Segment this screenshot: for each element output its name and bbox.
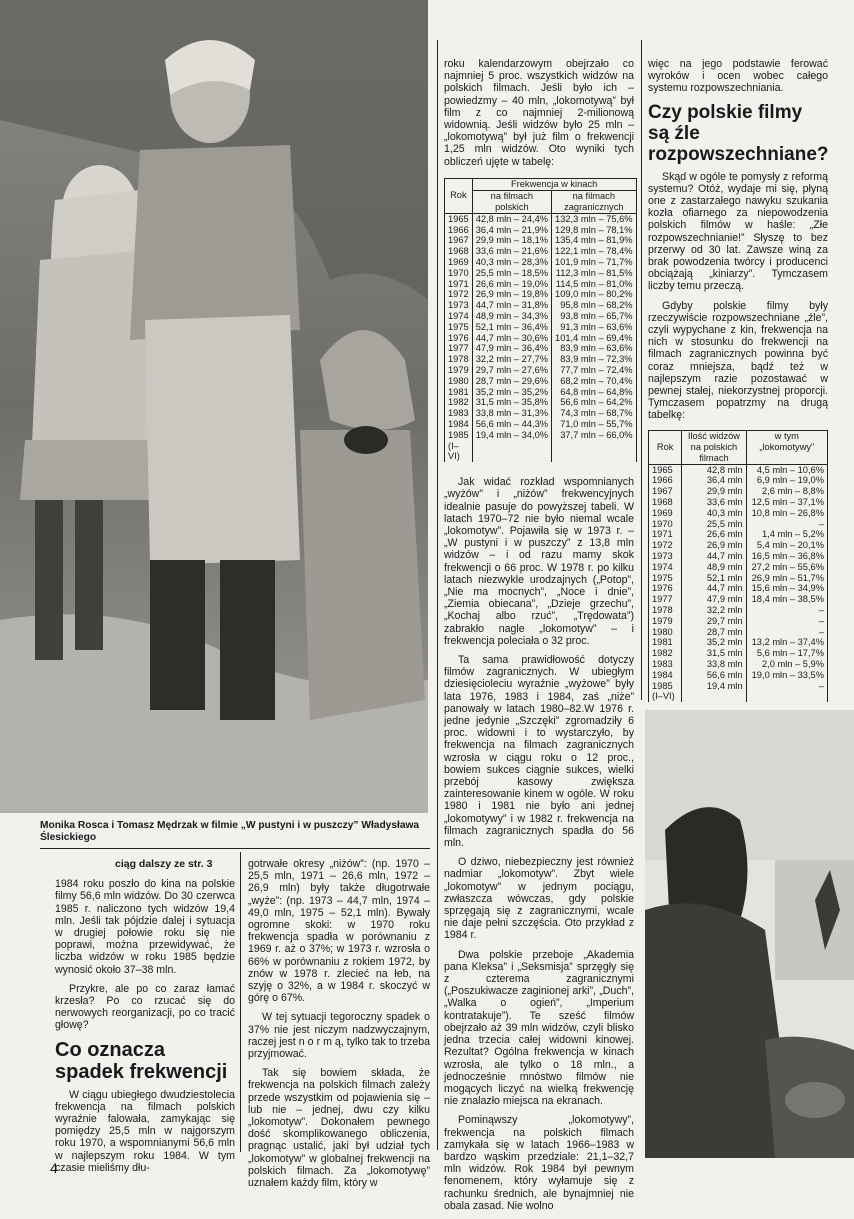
- column-3: [444, 58, 634, 1219]
- table-cell: 1971: [445, 279, 473, 290]
- table-cell: 26,6 mln – 19,0%: [472, 279, 551, 290]
- table-cell: 1971: [649, 529, 682, 540]
- col3-intro: roku kalendarzowym obejrzało co najmniej 5 proc. wszystkich widzów na polskich filmach. Jeśli było ich – powiedzmy – 40 mln, „lokomotywą” był film z co najmniej 2-milionową widownią. Jeśli widzów było 25 mln – „lokomotywą” był już film o frekwencji 1,25 mln widzów. Oto wyniki tych obliczeń ujęte w tabelę:: [444, 58, 634, 168]
- table-cell: 1984: [649, 670, 682, 681]
- table-cell: 1970: [445, 268, 473, 279]
- table-cell: 19,4 mln – 34,0%: [472, 430, 551, 462]
- col3-paragraph-5: Pominąwszy „lokomotywy”, frekwencja na polskich filmach zamykała się w latach 1966–1983 w bardzo wąskim przedziale: 21,1–32,7 mln widzów. Rok 1984 był pewnym fenomenem, który wyłamuje się z rachunku średnich, ale bynajmniej nie obala zasad. Nie wolno: [444, 1114, 634, 1212]
- table-cell: 31,5 mln: [682, 648, 746, 659]
- table-cell: 1968: [445, 246, 473, 257]
- table-cell: 122,1 mln – 78,4%: [552, 246, 637, 257]
- table-cell: 1979: [649, 616, 682, 627]
- table-header-locomotives: w tym „lokomotywy”: [746, 430, 827, 464]
- table-cell: 1965: [649, 464, 682, 475]
- table-cell: 1978: [445, 354, 473, 365]
- table-row: [649, 648, 828, 659]
- table-cell: 71,0 mln – 55,7%: [552, 419, 637, 430]
- table-cell: –: [746, 627, 827, 638]
- table-header-group: Frekwencja w kinach: [472, 178, 636, 190]
- table-cell: 33,6 mln: [682, 497, 746, 508]
- table-row: [445, 408, 637, 419]
- table-cell: 1977: [649, 594, 682, 605]
- table-cell: 64,8 mln – 64,8%: [552, 387, 637, 398]
- table-cell: 26,9 mln: [682, 540, 746, 551]
- table-cell: 33,8 mln: [682, 659, 746, 670]
- table-row: [445, 213, 637, 224]
- table-cell: 28,7 mln: [682, 627, 746, 638]
- column-1: [55, 858, 235, 1181]
- table-row: [649, 475, 828, 486]
- column-divider: [437, 40, 438, 1150]
- col3-paragraph-1: Jak widać rozkład wspomnianych „wyżów” i „niżów” frekwencyjnych idealnie pasuje do powyższej tabeli. W latach 1970–72 nie było niemal wcale „lokomotyw”. Pojawiła się w 1973 r. – „W pustyni i w puszczy” z 13,8 mln widzów – i od razu mamy skok frekwencji o 66 proc. W 1978 r. po kilku latach niezwykle urodzajnych („Potop”, „Nie ma mocnych”, „Noce i dnie”, „Ziemia obiecana”, „Dzieje grzechu”, „Kochaj albo rzuć”, „Trędowata”) zabrakło nagle „lokomotyw” – i frekwencja poleciała o 32 proc.: [444, 476, 634, 647]
- attendance-table: [444, 178, 637, 462]
- table-row: [445, 354, 637, 365]
- table-cell: 25,5 mln: [682, 519, 746, 530]
- table-row: [445, 257, 637, 268]
- table-row: [649, 508, 828, 519]
- table-cell: –: [746, 519, 827, 530]
- director-photo: [645, 710, 854, 1158]
- table-row: [649, 627, 828, 638]
- table-cell: 4,5 mln – 10,6%: [746, 464, 827, 475]
- table-cell: 13,2 mln – 37,4%: [746, 637, 827, 648]
- table-cell: 1980: [649, 627, 682, 638]
- table-cell: 29,7 mln – 27,6%: [472, 365, 551, 376]
- column-divider: [240, 852, 241, 1152]
- table-cell: 91,3 mln – 63,6%: [552, 322, 637, 333]
- table-cell: 19,4 mln: [682, 681, 746, 703]
- table-cell: 36,4 mln – 21,9%: [472, 225, 551, 236]
- table-cell: 26,6 mln: [682, 529, 746, 540]
- col4-paragraph-2: Gdyby polskie filmy były rzeczywiście rozpowszechniane „źle”, czyli wypychane z kin, frekwencja na nich w stosunku do frekwencji na filmach zagranicznych powinna być coraz mniejsza, bądź też w najlepszym razie pozostawać w pewnej stałej, niekorzystnej proporcji. Tymczasem popatrzmy na drugą tabelkę:: [648, 299, 828, 422]
- col3-paragraph-4: Dwa polskie przeboje „Akademia pana Kleksa” i „Seksmisja” sprzęgły się z czterema zagranicznymi („Poszukiwacze zaginionej arki”, „Duch”, „Walka o ogień”, „Imperium kontratakuje”). Te sześć filmów obejrzało aż 39 mln widzów, czyli blisko jedna trzecia całej widowni kinowej. Rezultat? Ogólna frekwencja w kinach wzrosła, ale tylko o 18 mln., a jednocześnie mnóstwo filmów nie mogących liczyć na wielką frekwencję nie znalazło miejsca na ekranach.: [444, 948, 634, 1108]
- table-row: [649, 497, 828, 508]
- table-cell: 1972: [445, 289, 473, 300]
- table-cell: 1973: [445, 300, 473, 311]
- table-row: [445, 387, 637, 398]
- table-cell: 2,6 mln – 8,8%: [746, 486, 827, 497]
- table-cell: 26,9 mln – 19,8%: [472, 289, 551, 300]
- table-cell: 16,5 mln – 36,8%: [746, 551, 827, 562]
- table-cell: 83,9 mln – 63,6%: [552, 343, 637, 354]
- col3-paragraph-3: O dziwo, niebezpieczny jest również nadmiar „lokomotyw”. Zbyt wiele „lokomotyw” w jednym pociągu, zwłaszcza wówczas, gdy polskie sprzęgają się z zagranicznymi, wcale nie daje pełni szczęścia. Oto przykład z 1984 r.: [444, 856, 634, 942]
- column-4: [648, 58, 828, 702]
- table-row: [649, 529, 828, 540]
- table-cell: 33,6 mln – 21,6%: [472, 246, 551, 257]
- table-cell: 1985 (I–VI): [445, 430, 473, 462]
- table-cell: –: [746, 681, 827, 703]
- col1-paragraph-1: 1984 roku poszło do kina na polskie filmy 56,6 mln widzów. Do 30 czerwca 1985 r. naliczono tych widzów 19,4 mln. Jeśli tak pójdzie dalej i sytuacja w drugiej połowie roku się nie poprawi, można przewidywać, że liczba widzów w roku 1985 będzie wynosić około 37–38 mln.: [55, 878, 235, 976]
- table-cell: 1969: [445, 257, 473, 268]
- table-cell: 1976: [649, 583, 682, 594]
- table-cell: 129,8 mln – 78,1%: [552, 225, 637, 236]
- locomotive-table: [648, 430, 828, 703]
- table-cell: 1979: [445, 365, 473, 376]
- table-cell: 44,7 mln – 31,8%: [472, 300, 551, 311]
- table-row: [649, 573, 828, 584]
- table-cell: 6,9 mln – 19,0%: [746, 475, 827, 486]
- film-still-photo: [0, 0, 428, 813]
- table-cell: 29,7 mln: [682, 616, 746, 627]
- table-cell: 1975: [445, 322, 473, 333]
- table-row: [649, 659, 828, 670]
- table-cell: 1967: [445, 235, 473, 246]
- table-cell: 1970: [649, 519, 682, 530]
- table-header-year: Rok: [649, 430, 682, 464]
- table-cell: –: [746, 605, 827, 616]
- table-cell: 1966: [649, 475, 682, 486]
- table-cell: 5,4 mln – 20,1%: [746, 540, 827, 551]
- table-cell: 32,2 mln: [682, 605, 746, 616]
- table-cell: 74,3 mln – 68,7%: [552, 408, 637, 419]
- table-header-polish: na filmach polskich: [472, 190, 551, 213]
- table-cell: 95,8 mln – 68,2%: [552, 300, 637, 311]
- table-row: [649, 681, 828, 703]
- table-cell: 52,1 mln: [682, 573, 746, 584]
- table-cell: 28,7 mln – 29,6%: [472, 376, 551, 387]
- table-row: [649, 464, 828, 475]
- table-row: [649, 616, 828, 627]
- table-row: [445, 289, 637, 300]
- table-cell: 10,8 mln – 26,8%: [746, 508, 827, 519]
- table-header-foreign: na filmach zagranicznych: [552, 190, 637, 213]
- table-cell: 1983: [445, 408, 473, 419]
- table-cell: 26,9 mln – 51,7%: [746, 573, 827, 584]
- table-cell: 48,9 mln: [682, 562, 746, 573]
- table-cell: 1969: [649, 508, 682, 519]
- table-cell: 1980: [445, 376, 473, 387]
- table-row: [445, 300, 637, 311]
- photo-caption: Monika Rosca i Tomasz Mędrzak w filmie „W pustyni i w puszczy” Władysława Ślesickiego: [40, 820, 420, 843]
- table-cell: 29,9 mln – 18,1%: [472, 235, 551, 246]
- table-row: [445, 343, 637, 354]
- table-row: [445, 322, 637, 333]
- table-cell: 47,9 mln: [682, 594, 746, 605]
- table-cell: 15,6 mln – 34,9%: [746, 583, 827, 594]
- table-cell: 37,7 mln – 66,0%: [552, 430, 637, 462]
- table-cell: 31,5 mln – 35,8%: [472, 397, 551, 408]
- page-number: 4: [50, 1160, 58, 1176]
- table-cell: 48,9 mln – 34,3%: [472, 311, 551, 322]
- table-cell: 56,6 mln: [682, 670, 746, 681]
- table-cell: 101,9 mln – 71,7%: [552, 257, 637, 268]
- table-row: [649, 540, 828, 551]
- table-cell: 2,0 mln – 5,9%: [746, 659, 827, 670]
- table-row: [649, 594, 828, 605]
- column-2: [248, 858, 430, 1196]
- table-cell: 1985 (I–VI): [649, 681, 682, 703]
- table-cell: 112,3 mln – 81,5%: [552, 268, 637, 279]
- table-cell: 1977: [445, 343, 473, 354]
- table-cell: 32,2 mln – 27,7%: [472, 354, 551, 365]
- table-cell: 5,6 mln – 17,7%: [746, 648, 827, 659]
- table-cell: 1972: [649, 540, 682, 551]
- table-cell: 77,7 mln – 72,4%: [552, 365, 637, 376]
- col4-intro: więc na jego podstawie ferować wyroków i ocen wobec całego systemu rozpowszechniania.: [648, 58, 828, 95]
- continued-note: ciąg dalszy ze str. 3: [115, 858, 213, 870]
- table-cell: 1966: [445, 225, 473, 236]
- table-cell: 47,9 mln – 36,4%: [472, 343, 551, 354]
- table-cell: 1973: [649, 551, 682, 562]
- table-cell: 19,0 mln – 33,5%: [746, 670, 827, 681]
- table-cell: 114,5 mln – 81,0%: [552, 279, 637, 290]
- col2-paragraph-1: gotrwałe okresy „niżów”: (np. 1970 – 25,5 mln, 1971 – 26,6 mln, 1972 – 26,9 mln) były także długotrwałe „wyże”: (np. 1973 – 44,7 mln, 1974 – 49,0 mln, 1975 – 52,1 mln). Bywały ogromne skoki: w 1970 roku frekwencja spadła w porównaniu z 1969 r. aż o 37%; w 1973 r. wzrosła o 66% w porównaniu z rokiem 1972, by znów w 1978 r. zlecieć na łeb, na szyję o 32%, a w 1984 r. skoczyć w górę o 67%.: [248, 858, 430, 1005]
- table-header-year: Rok: [445, 178, 473, 213]
- table-cell: 1965: [445, 213, 473, 224]
- col1-paragraph-3: W ciągu ubiegłego dwudziestolecia frekwencja na filmach polskich wyraźnie falowała, zamykając się pomiędzy 25,5 mln w najgorszym roku 1970, a wspomnianymi 56,6 mln w najlepszym roku 1984. W tym czasie mieliśmy dłu-: [55, 1088, 235, 1174]
- table-cell: 93,8 mln – 65,7%: [552, 311, 637, 322]
- table-cell: 29,9 mln: [682, 486, 746, 497]
- table-cell: 42,8 mln: [682, 464, 746, 475]
- col2-paragraph-3: Tak się bowiem składa, że frekwencja na polskich filmach zależy przede wszystkim od pojawienia się – lub nie – jednej, dwu czy kilku „lokomotyw”. Dokonałem pewnego dość skomplikowanego obliczenia, pragnąc ustalić, jaki był udział tych „lokomotyw” w globalnej frekwencji na polskich filmach. Za „lokomotywę” uznałem każdy film, który w: [248, 1067, 430, 1190]
- table-cell: 18,4 mln – 38,5%: [746, 594, 827, 605]
- table-cell: 40,3 mln – 28,3%: [472, 257, 551, 268]
- table-cell: 1981: [445, 387, 473, 398]
- table-row: [445, 365, 637, 376]
- table-row: [445, 376, 637, 387]
- table-row: [649, 551, 828, 562]
- col3-paragraph-2: Ta sama prawidłowość dotyczy filmów zagranicznych. W ubiegłym dziesięcioleciu wyraźnie „wyżowe” były lata 1976, 1983 i 1984, zaś „niże” panowały w latach 1980–82.W 1976 r. jedne jedynie „Szczęki” zgromadziły 6 proc. widowni i to wystarczyło, by frekwencja na filmach zagranicznych wzrosła w ciągu roku o 12 proc., bowiem sukces ciągnie sukces, wielki przebój kasowy zwiększa zainteresowanie kinem w ogóle. W roku 1980 i 1981 nie było ani jednej „lokomotywy” i w 1982 r. frekwencja na filmach zagranicznych spadła do 56 mln.: [444, 654, 634, 850]
- col2-paragraph-2: W tej sytuacji tegoroczny spadek o 37% nie jest niczym nadzwyczajnym, raczej jest n o r m ą, tylko tak to trzeba przyjmować.: [248, 1011, 430, 1061]
- table-cell: 1975: [649, 573, 682, 584]
- table-row: [649, 583, 828, 594]
- table-row: [649, 486, 828, 497]
- table-cell: 109,0 mln – 80,2%: [552, 289, 637, 300]
- table-cell: 35,2 mln: [682, 637, 746, 648]
- table-row: [445, 333, 637, 344]
- table-cell: 25,5 mln – 18,5%: [472, 268, 551, 279]
- table-row: [445, 419, 637, 430]
- table-cell: 36,4 mln: [682, 475, 746, 486]
- col4-paragraph-1: Skąd w ogóle te pomysły z reformą systemu? Otóż, wydaje mi się, płyną one z zastarzałego nawyku szukania kozła ofiarnego za niepowodzenia polskich filmów w haśle: „Złe rozpowszechnianie!” Słyszę to bez przerwy od 30 lat. Zawsze winą za brak powodzenia twórcy i producenci obciążają „kiniarzy”. Tymczasem liczby temu przeczą.: [648, 170, 828, 293]
- table-cell: 1,4 mln – 5,2%: [746, 529, 827, 540]
- table-row: [445, 397, 637, 408]
- table-row: [445, 311, 637, 322]
- table-cell: 27,2 mln – 55,6%: [746, 562, 827, 573]
- divider-line: [40, 848, 430, 849]
- table-cell: 1982: [649, 648, 682, 659]
- table-cell: 1978: [649, 605, 682, 616]
- heading-rozpowszechnianie: Czy polskie filmy są źle rozpowszechniane?: [648, 101, 829, 165]
- table-row: [649, 519, 828, 530]
- heading-spadek-frekwencji: Co oznacza spadek frekwencji: [55, 1038, 228, 1083]
- table-cell: –: [746, 616, 827, 627]
- table-row: [649, 670, 828, 681]
- table-header-total: Ilość widzów na polskich filmach: [682, 430, 746, 464]
- director-illustration: [645, 710, 854, 1158]
- table-cell: 1974: [445, 311, 473, 322]
- table-cell: 1974: [649, 562, 682, 573]
- table-cell: 1983: [649, 659, 682, 670]
- table-cell: 83,9 mln – 72,3%: [552, 354, 637, 365]
- table-row: [445, 268, 637, 279]
- table-cell: 56,6 mln – 64,2%: [552, 397, 637, 408]
- table-cell: 44,7 mln: [682, 551, 746, 562]
- table-cell: 68,2 mln – 70,4%: [552, 376, 637, 387]
- table-cell: 1982: [445, 397, 473, 408]
- column-divider: [641, 40, 642, 700]
- table-row: [445, 235, 637, 246]
- table-cell: 52,1 mln – 36,4%: [472, 322, 551, 333]
- table-row: [649, 605, 828, 616]
- table-cell: 101,4 mln – 69,4%: [552, 333, 637, 344]
- table-row: [649, 562, 828, 573]
- table-cell: 33,8 mln – 31,3%: [472, 408, 551, 419]
- table-cell: 35,2 mln – 35,2%: [472, 387, 551, 398]
- table-cell: 135,4 mln – 81,9%: [552, 235, 637, 246]
- table-row: [445, 246, 637, 257]
- table-cell: 44,7 mln – 30,6%: [472, 333, 551, 344]
- table-row: [445, 279, 637, 290]
- table-cell: 1968: [649, 497, 682, 508]
- table-cell: 1967: [649, 486, 682, 497]
- table-cell: 1981: [649, 637, 682, 648]
- col1-paragraph-2: Przykre, ale po co zaraz łamać krzesła? Po co rzucać się do nerwowych reorganizacji, po co tracić głowę?: [55, 982, 235, 1032]
- film-still-illustration: [0, 0, 428, 813]
- table-cell: 42,8 mln – 24,4%: [472, 213, 551, 224]
- table-cell: 132,3 mln – 75,6%: [552, 213, 637, 224]
- table-row: [649, 637, 828, 648]
- table-row: [445, 430, 637, 462]
- table-cell: 1984: [445, 419, 473, 430]
- table-cell: 44,7 mln: [682, 583, 746, 594]
- table-cell: 40,3 mln: [682, 508, 746, 519]
- table-cell: 56,6 mln – 44,3%: [472, 419, 551, 430]
- table-cell: 12,5 mln – 37,1%: [746, 497, 827, 508]
- table-cell: 1976: [445, 333, 473, 344]
- table-row: [445, 225, 637, 236]
